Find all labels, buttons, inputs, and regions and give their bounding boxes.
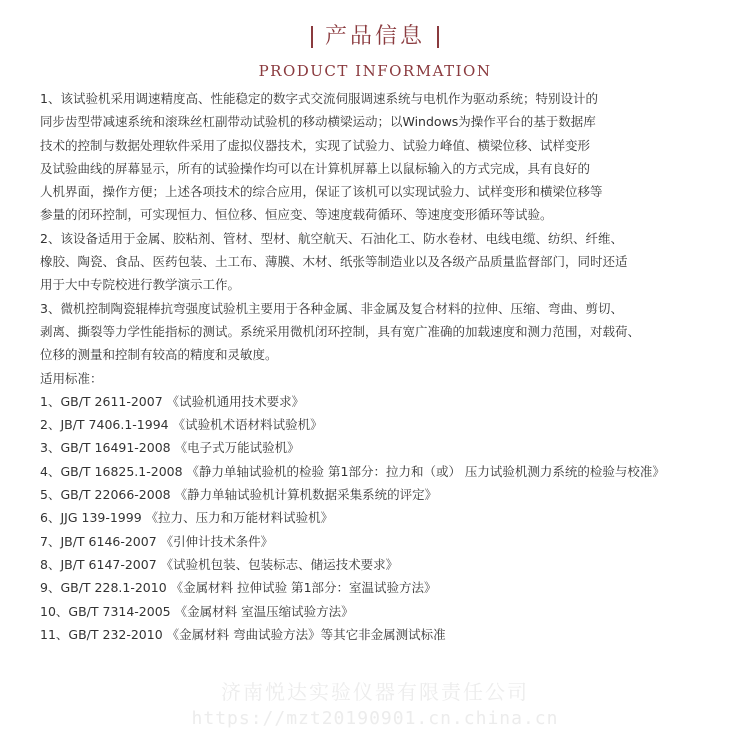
text-line: 人机界面，操作方便；上述各项技术的综合应用，保证了该机可以实现试验力、试样变形和横梁位移等: [40, 184, 603, 200]
standard-item: 2、JB/T 7406.1-1994 《试验机术语材料试验机》: [40, 417, 323, 433]
text-line: 位移的测量和控制有较高的精度和灵敏度。: [40, 347, 278, 363]
standard-item: 11、GB/T 232-2010 《金属材料 弯曲试验方法》等其它非金属测试标准: [40, 626, 446, 642]
standard-item: 4、GB/T 16825.1-2008 《静力单轴试验机的检验 第1部分：拉力和（或） 压力试验机测力系统的检验与校准》: [40, 463, 665, 479]
page-subtitle: PRODUCT INFORMATION: [258, 62, 492, 80]
text-line: 参量的闭环控制，可实现恒力、恒位移、恒应变、等速度载荷循环、等速度变形循环等试验。: [40, 207, 553, 223]
standards-heading: 适用标准：: [40, 370, 103, 386]
text-line: 技术的控制与数据处理软件采用了虚拟仪器技术，实现了试验力、试验力峰值、横梁位移、试样变形: [40, 137, 591, 153]
standard-item: 5、GB/T 22066-2008 《静力单轴试验机计算机数据采集系统的评定》: [40, 487, 438, 503]
text-line: 1、该试验机采用调速精度高、性能稳定的数字式交流伺服调速系统与电机作为驱动系统；特别设计的: [40, 91, 598, 106]
text-line: 及试验曲线的屏幕显示，所有的试验操作均可以在计算机屏幕上以鼠标输入的方式完成，具有良好的: [40, 160, 591, 176]
title-row: [0, 20, 750, 54]
product-info-header: [0, 20, 750, 82]
watermark-url: https://mzt20190901.cn.china.cn: [191, 708, 559, 729]
text-line: 同步齿型带减速系统和滚珠丝杠副带动试验机的移动横梁运动；以Windows为操作平台的基于数据库: [40, 114, 596, 130]
product-description: [40, 87, 735, 646]
text-line: 2、该设备适用于金属、胶粘剂、管材、型材、航空航天、石油化工、防水卷材、电线电缆、纺织、纤维、: [40, 230, 623, 246]
page-title: 产品信息: [324, 24, 425, 49]
standard-item: 7、JB/T 6146-2007 《引伸计技术条件》: [40, 533, 274, 549]
text-line: 3、微机控制陶瓷辊棒抗弯强度试验机主要用于各种金属、非金属及复合材料的拉伸、压缩、弯曲、剪切、: [40, 300, 623, 316]
standard-item: 10、GB/T 7314-2005 《金属材料 室温压缩试验方法》: [40, 603, 354, 619]
text-line: 橡胶、陶瓷、食品、医药包装、土工布、薄膜、木材、纸张等制造业以及各级产品质量监督部门，同时还适: [40, 254, 628, 270]
standard-item: 1、GB/T 2611-2007 《试验机通用技术要求》: [40, 393, 305, 409]
watermark-company: 济南悦达实验仪器有限责任公司: [221, 680, 529, 704]
title-left-bar: [311, 26, 313, 48]
standard-item: 3、GB/T 16491-2008 《电子式万能试验机》: [40, 440, 300, 456]
standard-item: 8、JB/T 6147-2007 《试验机包装、包装标志、储运技术要求》: [40, 556, 399, 572]
standard-item: 6、JJG 139-1999 《拉力、压力和万能材料试验机》: [40, 510, 334, 526]
title-right-bar: [437, 26, 439, 48]
text-line: 剥离、撕裂等力学性能指标的测试。系统采用微机闭环控制，具有宽广准确的加载速度和测力范围，对载荷、: [40, 323, 641, 339]
standard-item: 9、GB/T 228.1-2010 《金属材料 拉伸试验 第1部分：室温试验方法》: [40, 580, 437, 596]
text-line: 用于大中专院校进行教学演示工作。: [40, 277, 241, 293]
